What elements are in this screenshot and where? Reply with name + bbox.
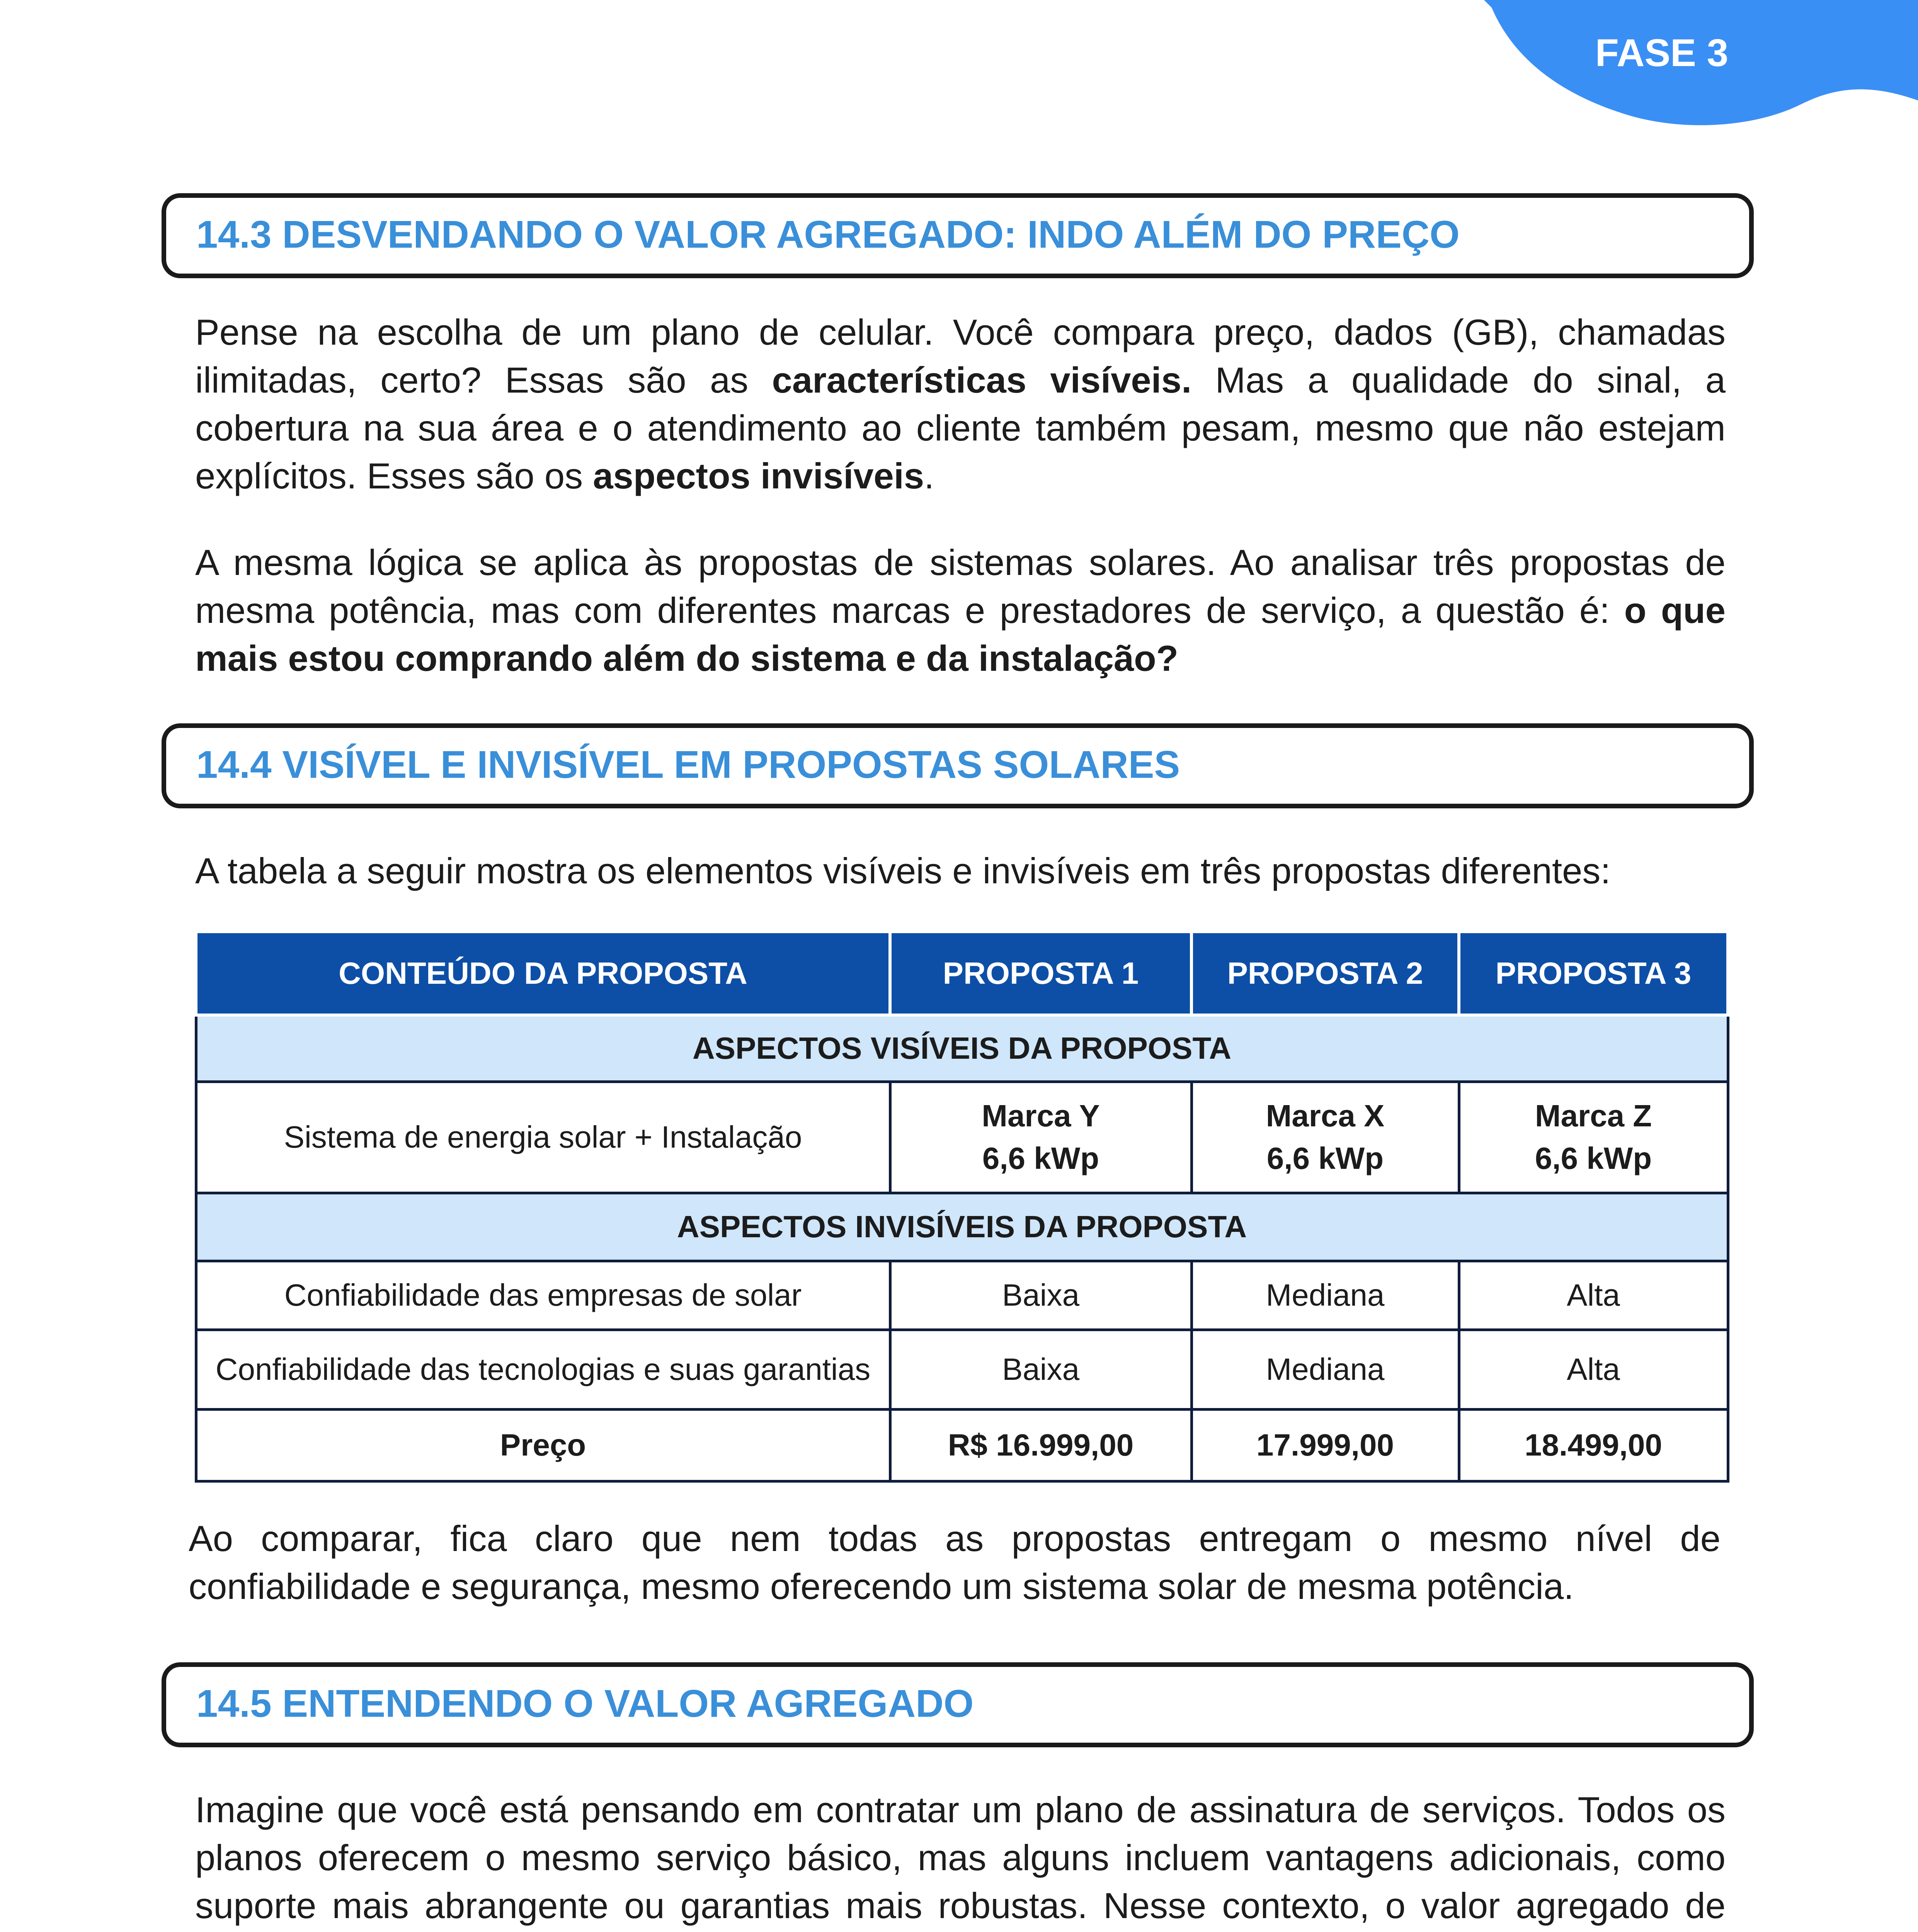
- table-row: [196, 1330, 1728, 1409]
- proposals-table: [194, 930, 1729, 1483]
- cell: Baixa: [890, 1261, 1191, 1330]
- brand-cell: Marca X 6,6 kWp: [1191, 1082, 1459, 1193]
- section-header-14-5: [162, 1662, 1754, 1747]
- row-label: Sistema de energia solar + Instalação: [196, 1082, 890, 1193]
- row-label: Confiabilidade das tecnologias e suas garantias: [196, 1330, 890, 1409]
- section-header-14-3: [162, 193, 1754, 278]
- header-cell: PROPOSTA 2: [1191, 932, 1459, 1015]
- cell: Alta: [1459, 1261, 1728, 1330]
- paragraph-assinatura: Imagine que você está pensando em contratar um plano de assinatura de serviços. Todos os planos oferecem o mesmo serviço básico, mas alguns incluem vantagens adicionais, como suporte mais abrangente ou garantias mais robustas. Nesse contexto, o valor agregado de: [195, 1789, 1726, 1926]
- price-cell: 17.999,00: [1191, 1409, 1459, 1481]
- section-title: 14.3 DESVENDANDO O VALOR AGREGADO: INDO ALÉM DO PREÇO: [196, 213, 1460, 256]
- row-label: Confiabilidade das empresas de solar: [196, 1261, 890, 1330]
- header-cell: CONTEÚDO DA PROPOSTA: [196, 932, 890, 1015]
- phase-label: FASE 3: [1595, 31, 1729, 75]
- section-label: ASPECTOS VISÍVEIS DA PROPOSTA: [196, 1015, 1728, 1082]
- brand-cell: Marca Y 6,6 kWp: [890, 1082, 1191, 1193]
- section-header-14-4: [162, 723, 1754, 808]
- paragraph-celular: Pense na escolha de um plano de celular. Você compara preço, dados (GB), chamadas ilimitadas, certo? Essas são as características visíveis. Mas a qualidade do sinal, a cobertura na sua área e o atendimento ao cliente também pesam, mesmo que não estejam explícitos. Esses são os aspectos invisíveis.: [195, 312, 1726, 496]
- section-label: ASPECTOS INVISÍVEIS DA PROPOSTA: [196, 1193, 1728, 1261]
- cell: Alta: [1459, 1330, 1728, 1409]
- table-row: [196, 1261, 1728, 1330]
- price-row: [196, 1409, 1728, 1481]
- table-row: [196, 1082, 1728, 1193]
- paragraph-logica: A mesma lógica se aplica às propostas de sistemas solares. Ao analisar três propostas de mesma potência, mas com diferentes marcas e prestadores de serviço, a questão é: o que mais estou comprando além do sistema e da instalação?: [195, 542, 1726, 679]
- cell: Baixa: [890, 1330, 1191, 1409]
- cell: Mediana: [1191, 1261, 1459, 1330]
- section-title: 14.5 ENTENDENDO O VALOR AGREGADO: [196, 1682, 974, 1725]
- price-cell: R$ 16.999,00: [890, 1409, 1191, 1481]
- table-header-row: [196, 932, 1728, 1015]
- header-cell: PROPOSTA 1: [890, 932, 1191, 1015]
- brand-cell: Marca Z 6,6 kWp: [1459, 1082, 1728, 1193]
- header-cell: PROPOSTA 3: [1459, 932, 1728, 1015]
- row-label: Preço: [196, 1409, 890, 1481]
- visible-aspects-row: [196, 1015, 1728, 1082]
- paragraph-comparar: Ao comparar, fica claro que nem todas as propostas entregam o mesmo nível de confiabilidade e segurança, mesmo oferecendo um sistema solar de mesma potência.: [189, 1518, 1721, 1607]
- price-cell: 18.499,00: [1459, 1409, 1728, 1481]
- section-title: 14.4 VISÍVEL E INVISÍVEL EM PROPOSTAS SOLARES: [196, 743, 1180, 786]
- cell: Mediana: [1191, 1330, 1459, 1409]
- paragraph-tabela-intro: A tabela a seguir mostra os elementos visíveis e invisíveis em três propostas diferentes:: [195, 850, 1611, 891]
- invisible-aspects-row: [196, 1193, 1728, 1261]
